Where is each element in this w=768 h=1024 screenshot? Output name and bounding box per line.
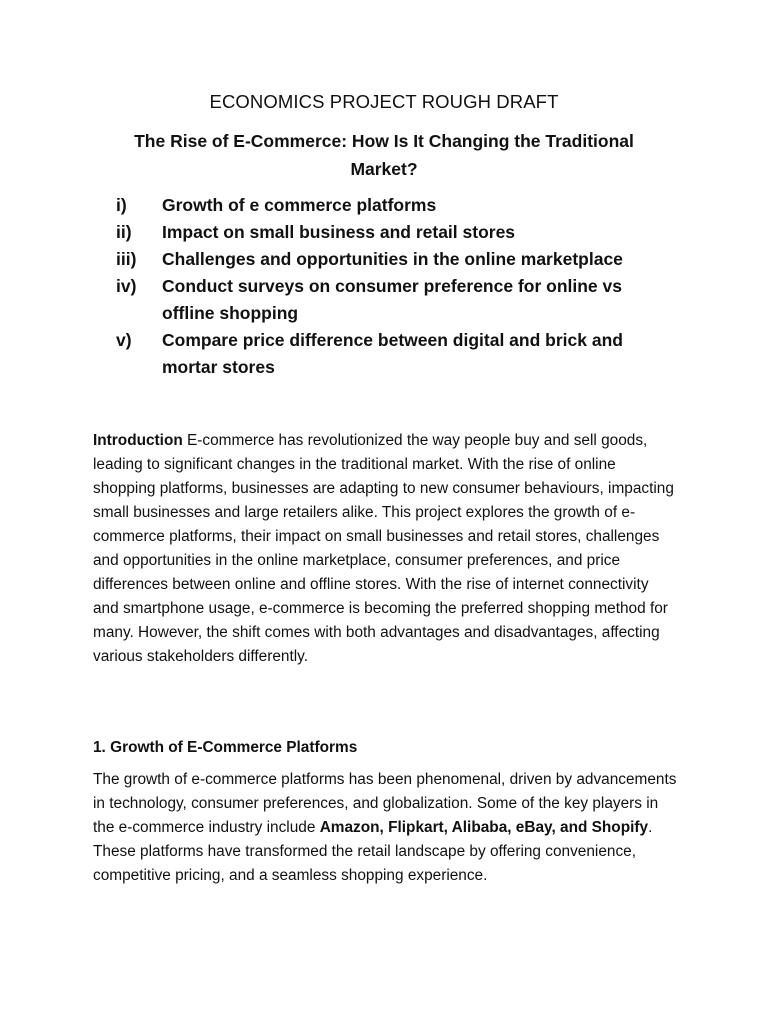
introduction-text: E-commerce has revolutionized the way people buy and sell goods, leading to significant changes in the traditional market. With the rise of online shopping platforms, businesses are adapting to new consumer behaviours, impacting small businesses and large retailers alike. This project explores the growth of e-commerce platforms, their impact on small businesses and retail stores, challenges and opportunities in the online marketplace, consumer preferences, and price differences between online and offline stores. With the rise of internet connectivity and smartphone usage, e-commerce is becoming the preferred shopping method for many. However, the shift comes with both advantages and disadvantages, affecting various stakeholders differently.: [93, 432, 674, 665]
topic-item: [116, 219, 676, 246]
topic-item: [116, 273, 676, 327]
topic-item: [116, 192, 676, 219]
topic-text: Challenges and opportunities in the online marketplace: [162, 249, 623, 269]
topic-text: Growth of e commerce platforms: [162, 195, 437, 215]
topic-text: Compare price difference between digital and brick and mortar stores: [162, 330, 623, 377]
growth-text-after: . These platforms have transformed the retail landscape by offering convenience, competitive pricing, and a seamless shopping experience.: [93, 819, 653, 884]
introduction-paragraph: [93, 429, 678, 669]
growth-text-before: The growth of e-commerce platforms has been phenomenal, driven by advancements in technology, consumer preferences, and globalization. Some of the key players in the e-commerce industry include: [93, 771, 677, 836]
topic-text: Impact on small business and retail stores: [162, 222, 516, 242]
topic-text: Conduct surveys on consumer preference for online vs offline shopping: [162, 276, 622, 323]
document-subtitle: The Rise of E-Commerce: How Is It Changing the Traditional Market?: [134, 131, 634, 179]
topic-list: [116, 192, 676, 381]
growth-paragraph: [93, 768, 678, 888]
topic-number: v): [116, 330, 132, 350]
topic-number: i): [116, 195, 127, 215]
section-heading: 1. Growth of E-Commerce Platforms: [93, 739, 358, 756]
document-title: ECONOMICS PROJECT ROUGH DRAFT: [209, 91, 559, 112]
introduction-label: Introduction: [93, 432, 183, 449]
topic-number: ii): [116, 222, 132, 242]
topic-number: iii): [116, 249, 137, 269]
topic-item: [116, 327, 676, 381]
topic-item: [116, 246, 676, 273]
key-players: Amazon, Flipkart, Alibaba, eBay, and Shopify: [319, 819, 649, 836]
topic-number: iv): [116, 276, 137, 296]
